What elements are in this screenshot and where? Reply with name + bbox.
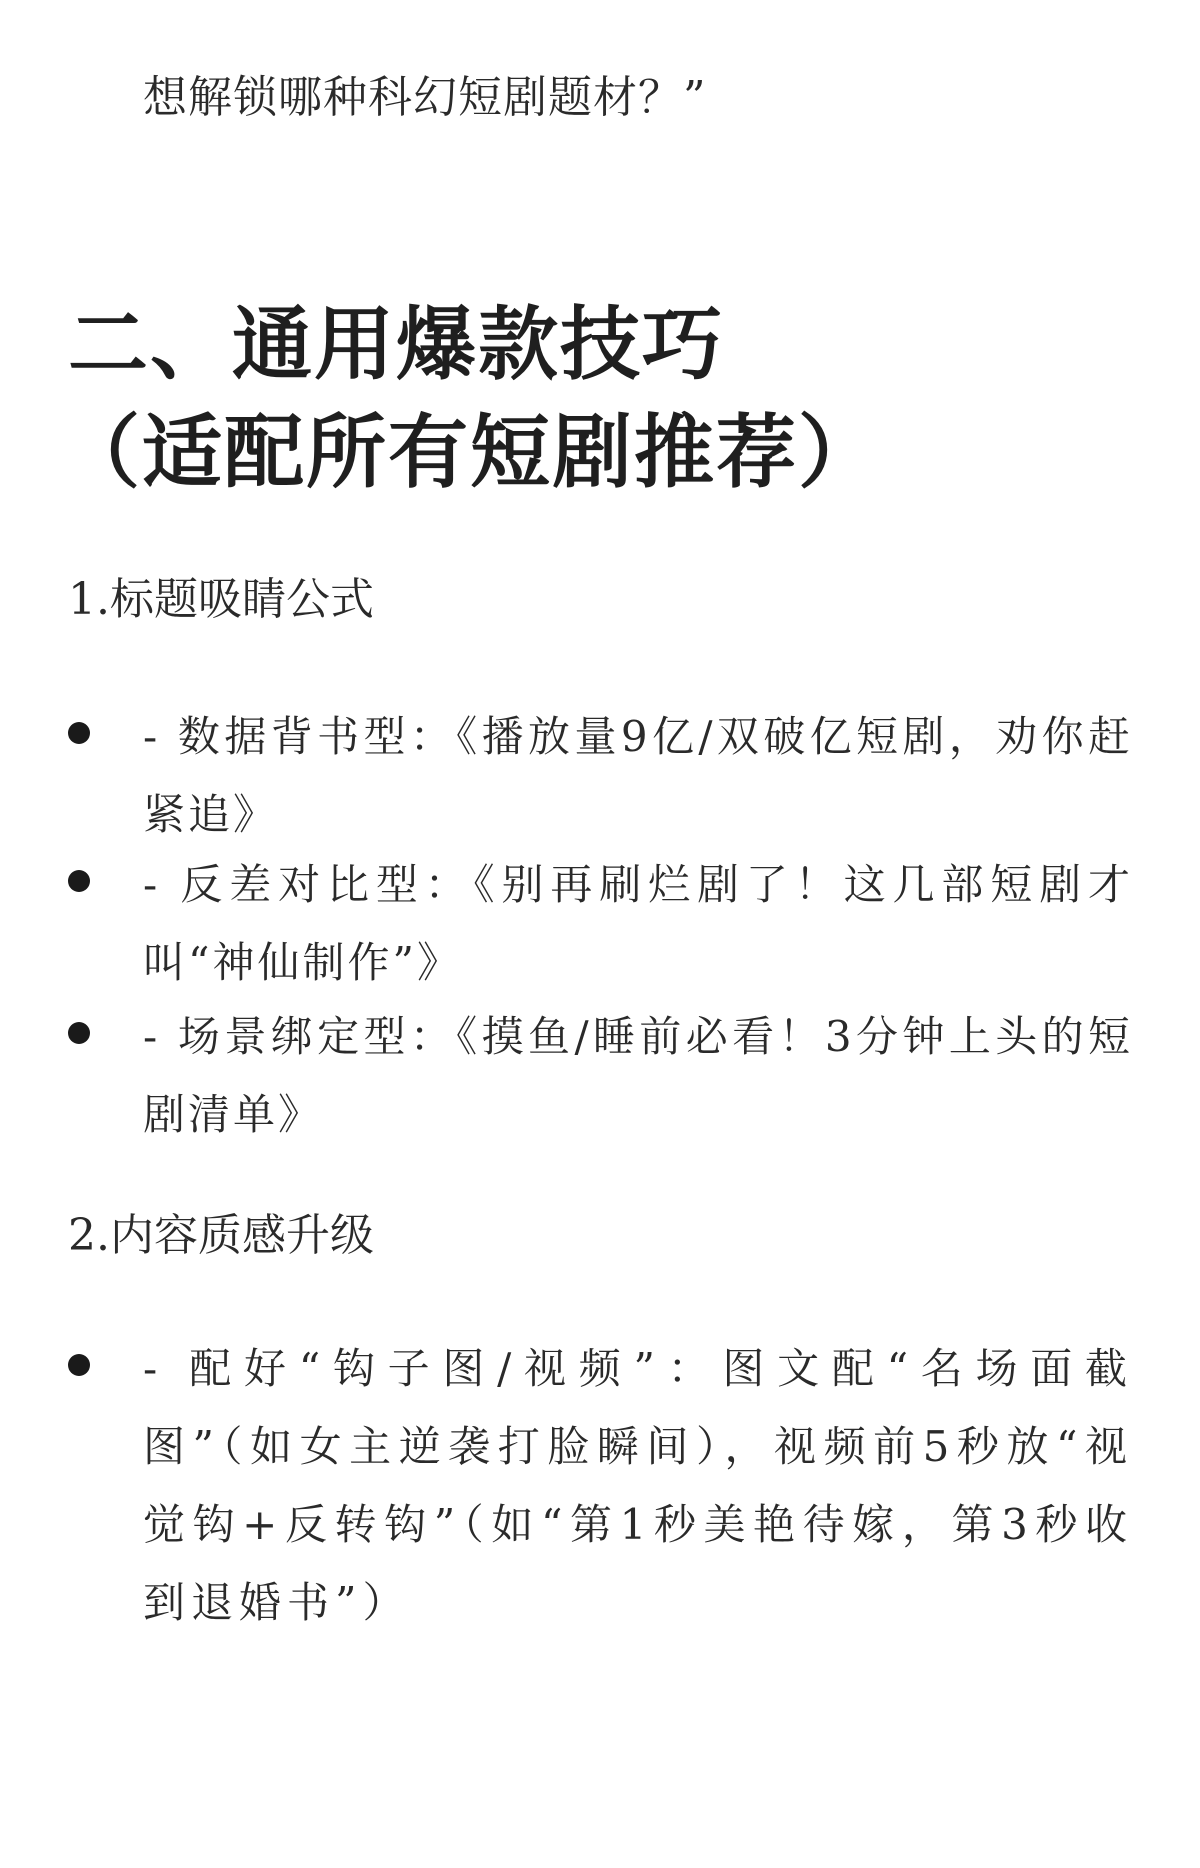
- subheading-title-formula: 1.标题吸睛公式: [68, 574, 374, 625]
- bullet-icon: [68, 1022, 90, 1044]
- list-item-text: - 配好“钩子图/视频”：图文配“名场面截图”（如女主逆袭打脸瞬间），视频前5秒放“视觉钩+反转钩”（如“第1秒美艳待嫁，第3秒收到退婚书”）: [143, 1344, 1133, 1627]
- bullet-icon: [68, 722, 90, 744]
- bullet-icon: [68, 870, 90, 892]
- list-item-text: - 数据背书型：《播放量9亿/双破亿短剧，劝你赶紧追》: [143, 712, 1133, 839]
- intro-tail-line: 想解锁哪种科幻短剧题材？”: [143, 72, 707, 123]
- subheading-content-upgrade: 2.内容质感升级: [68, 1210, 374, 1261]
- list-item-text: - 场景绑定型：《摸鱼/睡前必看！3分钟上头的短剧清单》: [143, 1012, 1133, 1139]
- bullet-icon: [68, 1354, 90, 1376]
- section-heading-line1: 二、通用爆款技巧: [68, 297, 724, 391]
- list-item-text: - 反差对比型：《别再刷烂剧了！这几部短剧才叫“神仙制作”》: [143, 860, 1133, 987]
- section-heading-line2: （适配所有短剧推荐）: [60, 405, 880, 499]
